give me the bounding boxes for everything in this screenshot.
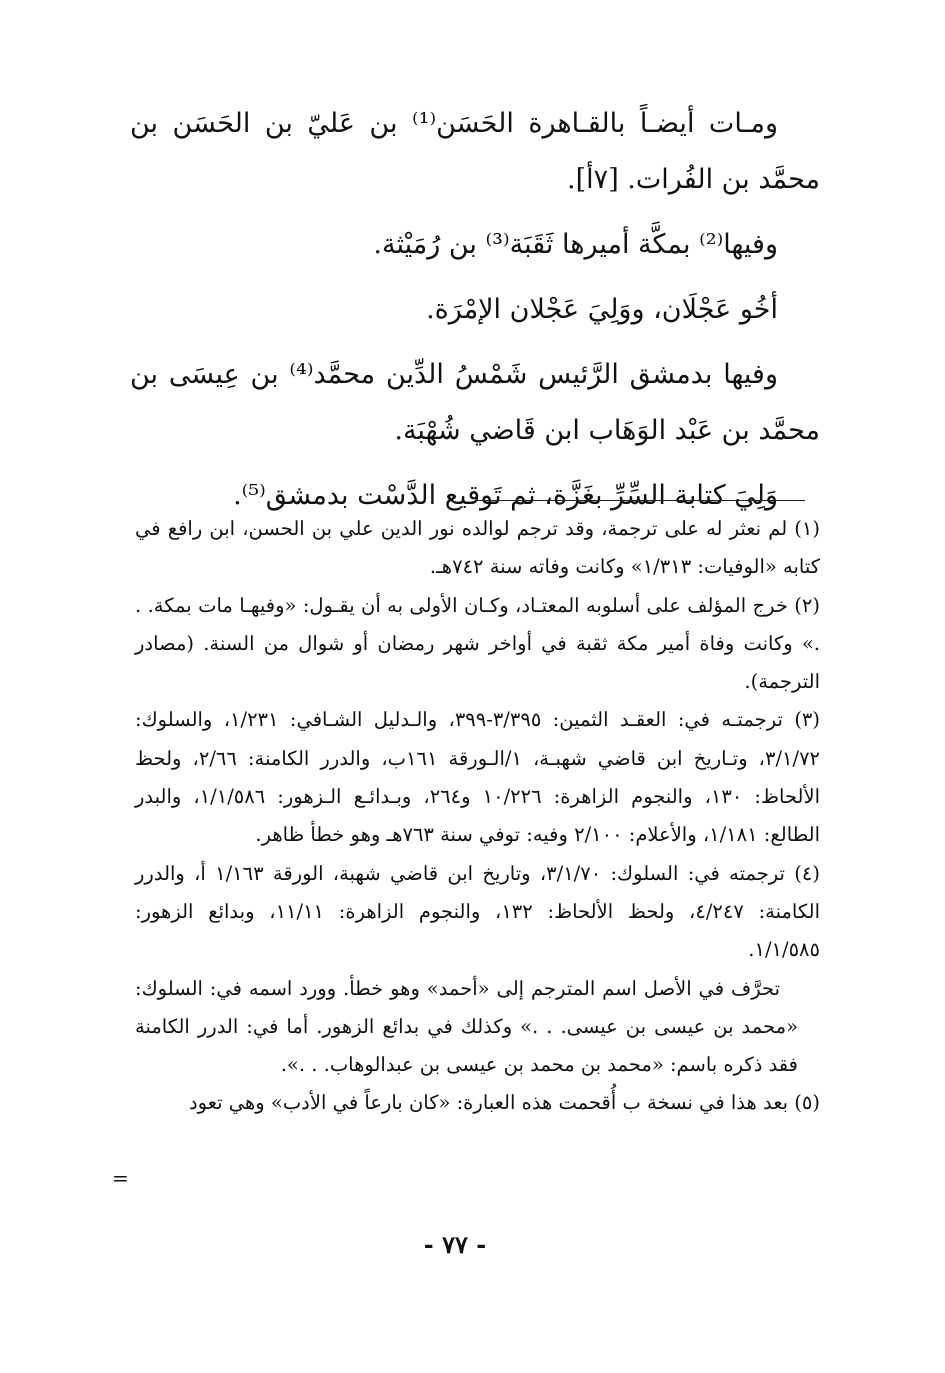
footnote-number: (١) xyxy=(794,517,820,540)
footnote-text: بعد هذا في نسخة ب أُقحمت هذه العبارة: «كان بارعاً في الأدب» وهي تعود xyxy=(188,1091,789,1115)
footnote-divider xyxy=(475,500,805,501)
footnote-number: (٥) xyxy=(794,1091,820,1115)
footnotes xyxy=(135,510,820,1123)
footnote-1 xyxy=(135,510,820,587)
footnote-3 xyxy=(135,701,820,854)
footnote-text: لم نعثر له على ترجمة، وقد ترجم لوالده نور الدين علي بن الحسن، ابن رافع في كتابه «الوفيات: ١/٣١٣» وكانت وفاته سنة ٧٤٢هـ. xyxy=(135,517,820,579)
paragraph-shams-al-din: وفيها بدمشق الرَّئيس شَمْسُ الدِّين محمَّد⁽⁴⁾ بن عِيسَى بن محمَّد بن عَبْد الوَهَاب ابن قَاضي شُهْبَة. xyxy=(130,359,820,446)
footnote-number: (٣) xyxy=(794,708,821,732)
footnote-text: ترجمتـه في: العقـد الثمين: ٣/٣٩٥-٣٩٩، والـدليل الشـافي: ١/٢٣١، والسلوك: ٣/١/٧٢، وتـاريخ ابن قاضي شهبـة، ١/الـورقة ١٦١ب، والدرر الكامنة: ٢/٦٦، ولحظ الألحاظ: ١٣٠، والنجوم الزاهرة: ١٠/٢٢٦ و٢٦٤، وبـدائـع الـزهور: ١/١/٥٨٦، والبدر الطالع: ١/١٨١، والأعلام: ٢/١٠٠ وفيه: توفي سنة ٧٦٣هـ وهو خطأ ظاهر. xyxy=(135,708,821,847)
continuation-mark: = xyxy=(112,1166,129,1190)
paragraph-ibn-al-furat: ومـات أيضـاً بالقـاهرة الحَسَن⁽¹⁾ بن عَليّ بن الحَسَن بن محمَّد بن الفُرات. [٧أ]. xyxy=(130,108,820,195)
main-text xyxy=(130,96,820,533)
footnote-2 xyxy=(135,587,820,702)
footnote-5 xyxy=(135,1084,820,1122)
page-number: - ٧٧ - xyxy=(423,1230,487,1259)
paragraph-thaqaba: وفيها⁽²⁾ بمكَّة أميرها ثَقَبَة⁽³⁾ بن رُمَيْثة. xyxy=(373,229,778,260)
footnote-4 xyxy=(135,855,820,970)
footnote-number: (٢) xyxy=(794,593,820,617)
footnote-text: ترجمته في: السلوك: ٣/١/٧٠، وتاريخ ابن قاضي شهبة، الورقة ١/١٦٣ أ، والدرر الكامنة: ٤/٢٤٧، ولحظ الألحاظ: ١٣٢، والنجوم الزاهرة: ١١/١١، وبدائع الزهور: ١/١/٥٨٥. xyxy=(135,861,820,962)
paragraph-kitabat-al-sirr: وَلِيَ كتابة السِّرِّ بغَزَّة، ثم تَوقيع الدَّسْت بدمشق⁽⁵⁾. xyxy=(233,480,778,511)
footnote-text: خرج المؤلف على أسلوبه المعتـاد، وكـان الأولى به أن يقـول: «وفيهـا مات بمكة. . .» وكانت وفاة أمير مكة ثقبة في أواخر شهر رمضان أو شوال من السنة. (مصادر الترجمة). xyxy=(135,593,820,694)
footnote-4-continuation: تحرَّف في الأصل اسم المترجم إلى «أحمد» وهو خطأ. وورد اسمه في: السلوك: «محمد بن عيسى بن عيسى. . .» وكذلك في بدائع الزهور. أما في: الدرر الكامنة فقد ذكره باسم: «محمد بن محمد بن عيسى بن عبدالوهاب. . .». xyxy=(135,976,798,1077)
paragraph-ajlan: أخُو عَجْلَان، ووَلِيَ عَجْلان الإمْرَة. xyxy=(426,294,778,325)
footnote-number: (٤) xyxy=(794,861,820,885)
